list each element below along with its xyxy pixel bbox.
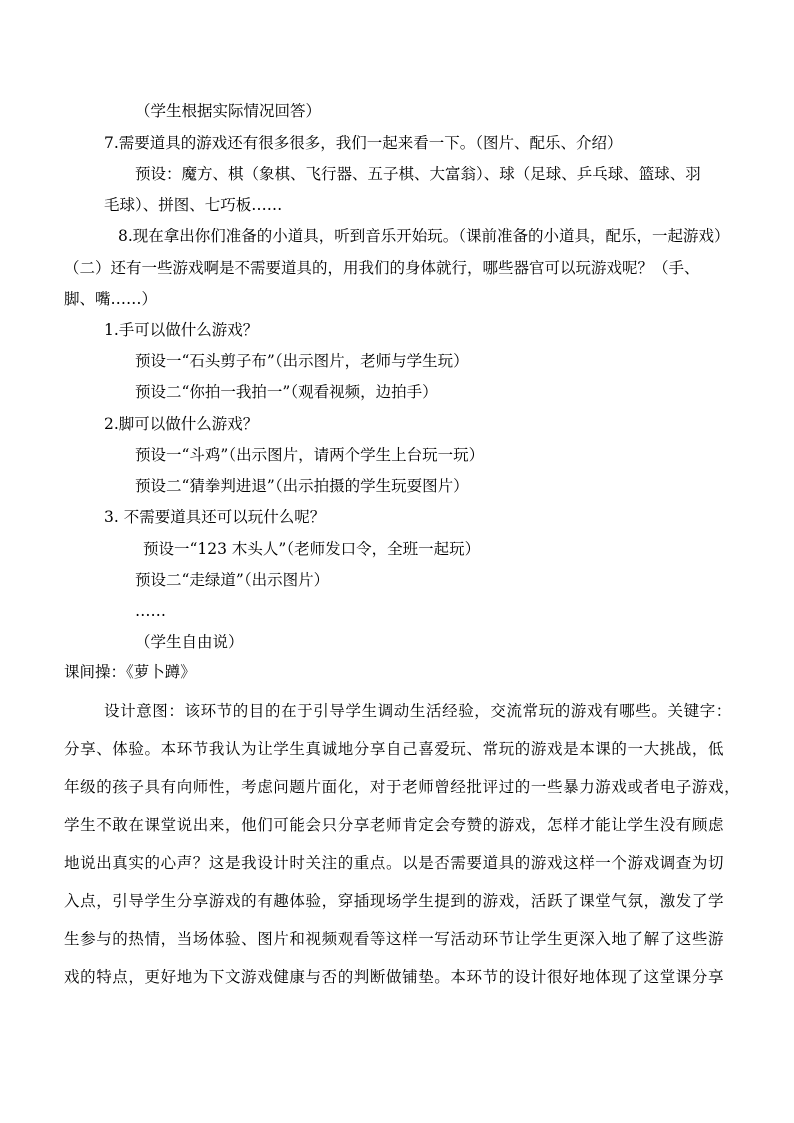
design-intent-line-6: 入点，引导学生分享游戏的有趣体验，穿插现场学生提到的游戏，活跃了课堂气氛，激发了学	[64, 892, 725, 910]
item-7: 7.需要道具的游戏还有很多很多，我们一起来看一下。（图片、配乐、介绍）	[104, 134, 623, 152]
section-2-heading-cont: 脚、嘴……）	[64, 290, 158, 308]
subitem-1-preset-2: 预设二“你拍一我拍一”（观看视频，边拍手）	[135, 383, 438, 401]
subitem-2: 2.脚可以做什么游戏？	[104, 415, 259, 433]
design-intent-line-8: 戏的特点，更好地为下文游戏健康与否的判断做铺垫。本环节的设计很好地体现了这堂课分享	[64, 968, 725, 986]
design-intent-line-4: 学生不敢在课堂说出来，他们可能会只分享老师肯定会夸赞的游戏，怎样才能让学生没有顾虑	[64, 816, 725, 834]
design-intent-line-5: 地说出真实的心声？这是我设计时关注的重点。以是否需要道具的游戏这样一个游戏调查为切	[64, 854, 725, 872]
subitem-1: 1.手可以做什么游戏？	[104, 321, 259, 339]
design-intent-line-7: 生参与的热情，当场体验、图片和视频观看等这样一写活动环节让学生更深入地了解了这些游	[64, 930, 725, 948]
design-intent-line-1: 设计意图：该环节的目的在于引导学生调动生活经验，交流常玩的游戏有哪些。关键字：	[104, 702, 732, 720]
subitem-3-preset-2: 预设二“走绿道”（出示图片）	[135, 571, 330, 589]
design-intent-line-2: 分享、体验。本环节我认为让学生真诚地分享自己喜爱玩、常玩的游戏是本课的一大挑战，低	[64, 740, 725, 758]
ellipsis: ……	[135, 602, 166, 620]
section-2-heading: （二）还有一些游戏啊是不需要道具的，用我们的身体就行，哪些器官可以玩游戏呢？（手、	[64, 259, 700, 277]
subitem-3: 3. 不需要道具还可以玩什么呢？	[104, 508, 326, 526]
design-intent-line-3: 年级的孩子具有向师性，考虑问题片面化，对于老师曾经批评过的一些暴力游戏或者电子游戏，	[64, 778, 741, 796]
break-exercise: 课间操：《萝卜蹲》	[64, 663, 196, 681]
subitem-2-preset-1: 预设一“斗鸡”（出示图片，请两个学生上台玩一玩）	[135, 446, 485, 464]
item-8: 8.现在拿出你们准备的小道具，听到音乐开始玩。（课前准备的小道具，配乐，一起游戏）	[118, 227, 730, 245]
subitem-2-preset-2: 预设二“猜拳判进退”（出示拍摄的学生玩耍图片）	[135, 477, 469, 495]
free-talk-note: （学生自由说）	[135, 633, 244, 651]
subitem-3-preset-1: 预设一“123 木头人”（老师发口令，全班一起玩）	[143, 540, 481, 558]
subitem-1-preset-1: 预设一“石头剪子布”（出示图片，老师与学生玩）	[135, 352, 469, 370]
answer-note: （学生根据实际情况回答）	[135, 102, 322, 120]
item-7-preset: 预设：魔方、棋（象棋、飞行器、五子棋、大富翁）、球（足球、乒乓球、篮球、羽	[135, 165, 701, 183]
item-7-preset-cont: 毛球）、拼图、七巧板……	[104, 196, 283, 214]
